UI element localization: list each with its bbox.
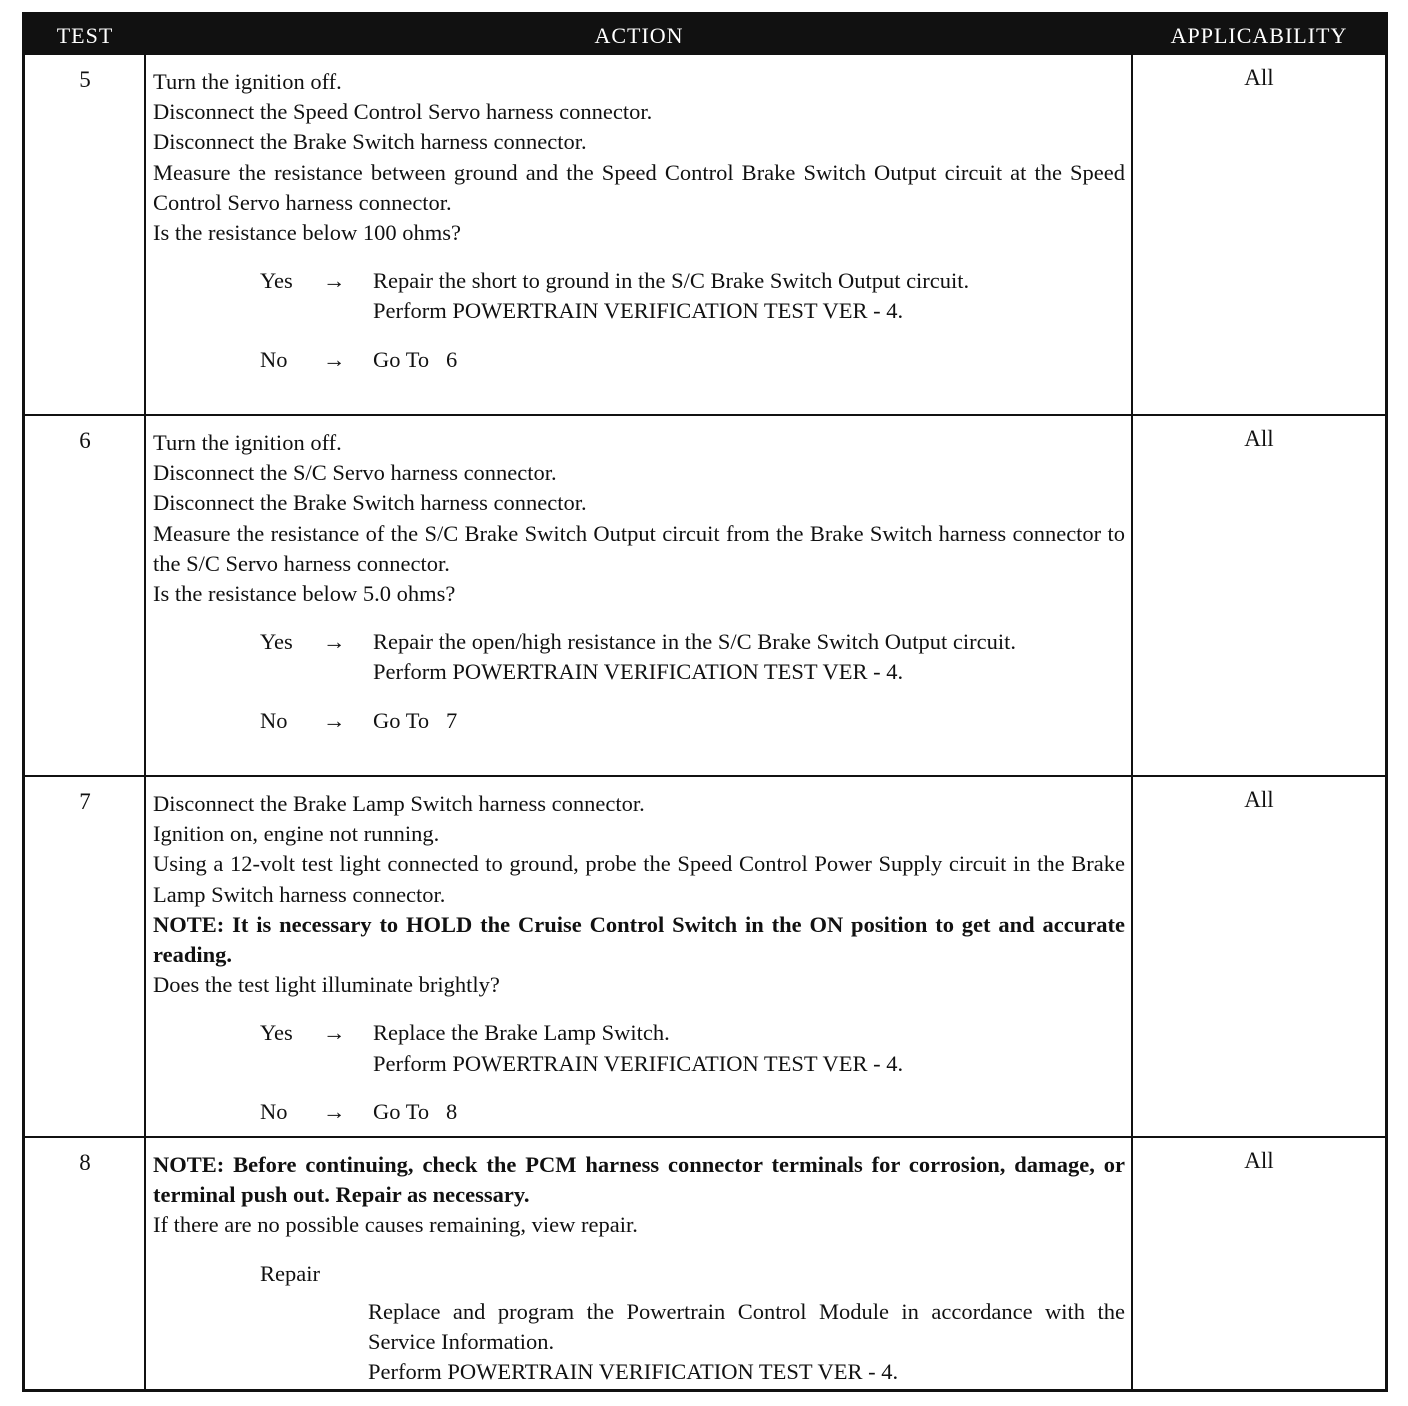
- action-step: Disconnect the Brake Switch harness connector.: [153, 129, 587, 155]
- no-action: Go To 6: [373, 346, 458, 372]
- action-note: NOTE: Before continuing, check the PCM harness connector terminals for corrosion, damage, or terminal push out. Repair as necessary.: [153, 1152, 1125, 1208]
- applicability-cell: All: [1244, 426, 1274, 451]
- table-row-test-8: [25, 1136, 1385, 1389]
- action-step: Disconnect the Speed Control Servo harness connector.: [153, 99, 653, 125]
- yes-label: Yes: [260, 629, 293, 655]
- table-row-test-7: [25, 775, 1385, 1137]
- action-cell: [153, 428, 1125, 736]
- no-branch: [153, 345, 1125, 375]
- action-cell: [153, 789, 1125, 1127]
- repair-action: Perform POWERTRAIN VERIFICATION TEST VER - 4.: [368, 1359, 899, 1385]
- arrow-right-icon: →: [323, 629, 346, 655]
- action-cell: [153, 1150, 1125, 1387]
- table-row-test-6: [25, 414, 1385, 776]
- no-label: No: [260, 707, 288, 733]
- yes-branch: [153, 266, 1125, 326]
- action-step: If there are no possible causes remaining, view repair.: [153, 1212, 638, 1238]
- arrow-right-icon: →: [323, 346, 346, 372]
- action-cell: [153, 67, 1125, 375]
- arrow-right-icon: →: [323, 1098, 346, 1124]
- applicability-cell: All: [1244, 1148, 1274, 1173]
- repair-label: Repair: [260, 1260, 320, 1286]
- yes-action: Perform POWERTRAIN VERIFICATION TEST VER - 4.: [373, 659, 904, 685]
- header-applicability: APPLICABILITY: [1170, 23, 1348, 48]
- action-question: Is the resistance below 100 ohms?: [153, 220, 462, 246]
- no-action: Go To 7: [373, 707, 458, 733]
- yes-branch: [153, 1018, 1125, 1078]
- action-step: Disconnect the S/C Servo harness connector.: [153, 460, 557, 486]
- action-step: Turn the ignition off.: [153, 69, 342, 94]
- yes-action: Perform POWERTRAIN VERIFICATION TEST VER - 4.: [373, 1050, 904, 1076]
- action-step: Disconnect the Brake Lamp Switch harness connector.: [153, 791, 645, 816]
- action-step: Using a 12-volt test light connected to ground, probe the Speed Control Power Supply circuit in the Brake Lamp Switch harness connector.: [153, 851, 1125, 907]
- repair-action: Replace and program the Powertrain Control Module in accordance with the Service Information.: [368, 1298, 1125, 1355]
- arrow-right-icon: →: [323, 268, 346, 294]
- applicability-cell: All: [1244, 787, 1274, 812]
- no-label: No: [260, 1098, 288, 1124]
- arrow-right-icon: →: [323, 1020, 346, 1046]
- action-step: Measure the resistance of the S/C Brake Switch Output circuit from the Brake Switch harness connector to the S/C Servo harness connector.: [153, 520, 1125, 576]
- column-divider: [144, 55, 146, 1389]
- yes-action: Perform POWERTRAIN VERIFICATION TEST VER - 4.: [373, 298, 904, 324]
- arrow-right-icon: →: [323, 707, 346, 733]
- yes-action: Replace the Brake Lamp Switch.: [373, 1020, 670, 1046]
- yes-label: Yes: [260, 1020, 293, 1046]
- applicability-cell: All: [1244, 65, 1274, 90]
- action-step: Ignition on, engine not running.: [153, 821, 440, 847]
- no-branch: [153, 1097, 1125, 1127]
- diagnostic-table: [22, 12, 1388, 1392]
- action-step: Turn the ignition off.: [153, 430, 342, 455]
- no-action: Go To 8: [373, 1098, 458, 1124]
- table-header: [25, 15, 1385, 55]
- test-number: 5: [79, 67, 91, 92]
- yes-action: Repair the open/high resistance in the S/C Brake Switch Output circuit.: [373, 629, 1016, 655]
- yes-branch: [153, 627, 1125, 687]
- no-branch: [153, 706, 1125, 736]
- column-divider: [1131, 55, 1133, 1389]
- test-number: 8: [79, 1150, 91, 1175]
- no-label: No: [260, 346, 288, 372]
- action-step: Disconnect the Brake Switch harness connector.: [153, 490, 587, 516]
- table-row-test-5: [25, 55, 1385, 415]
- test-number: 7: [79, 789, 91, 814]
- yes-label: Yes: [260, 268, 293, 294]
- action-question: Does the test light illuminate brightly?: [153, 972, 500, 998]
- header-action: ACTION: [594, 23, 684, 48]
- test-number: 6: [79, 428, 91, 453]
- action-step: Measure the resistance between ground and the Speed Control Brake Switch Output circuit at the Speed Control Servo harness connector.: [153, 159, 1125, 215]
- action-note: NOTE: It is necessary to HOLD the Cruise Control Switch in the ON position to get and accurate reading.: [153, 911, 1125, 968]
- yes-action: Repair the short to ground in the S/C Brake Switch Output circuit.: [373, 268, 970, 294]
- action-question: Is the resistance below 5.0 ohms?: [153, 581, 456, 607]
- header-test: TEST: [56, 23, 114, 48]
